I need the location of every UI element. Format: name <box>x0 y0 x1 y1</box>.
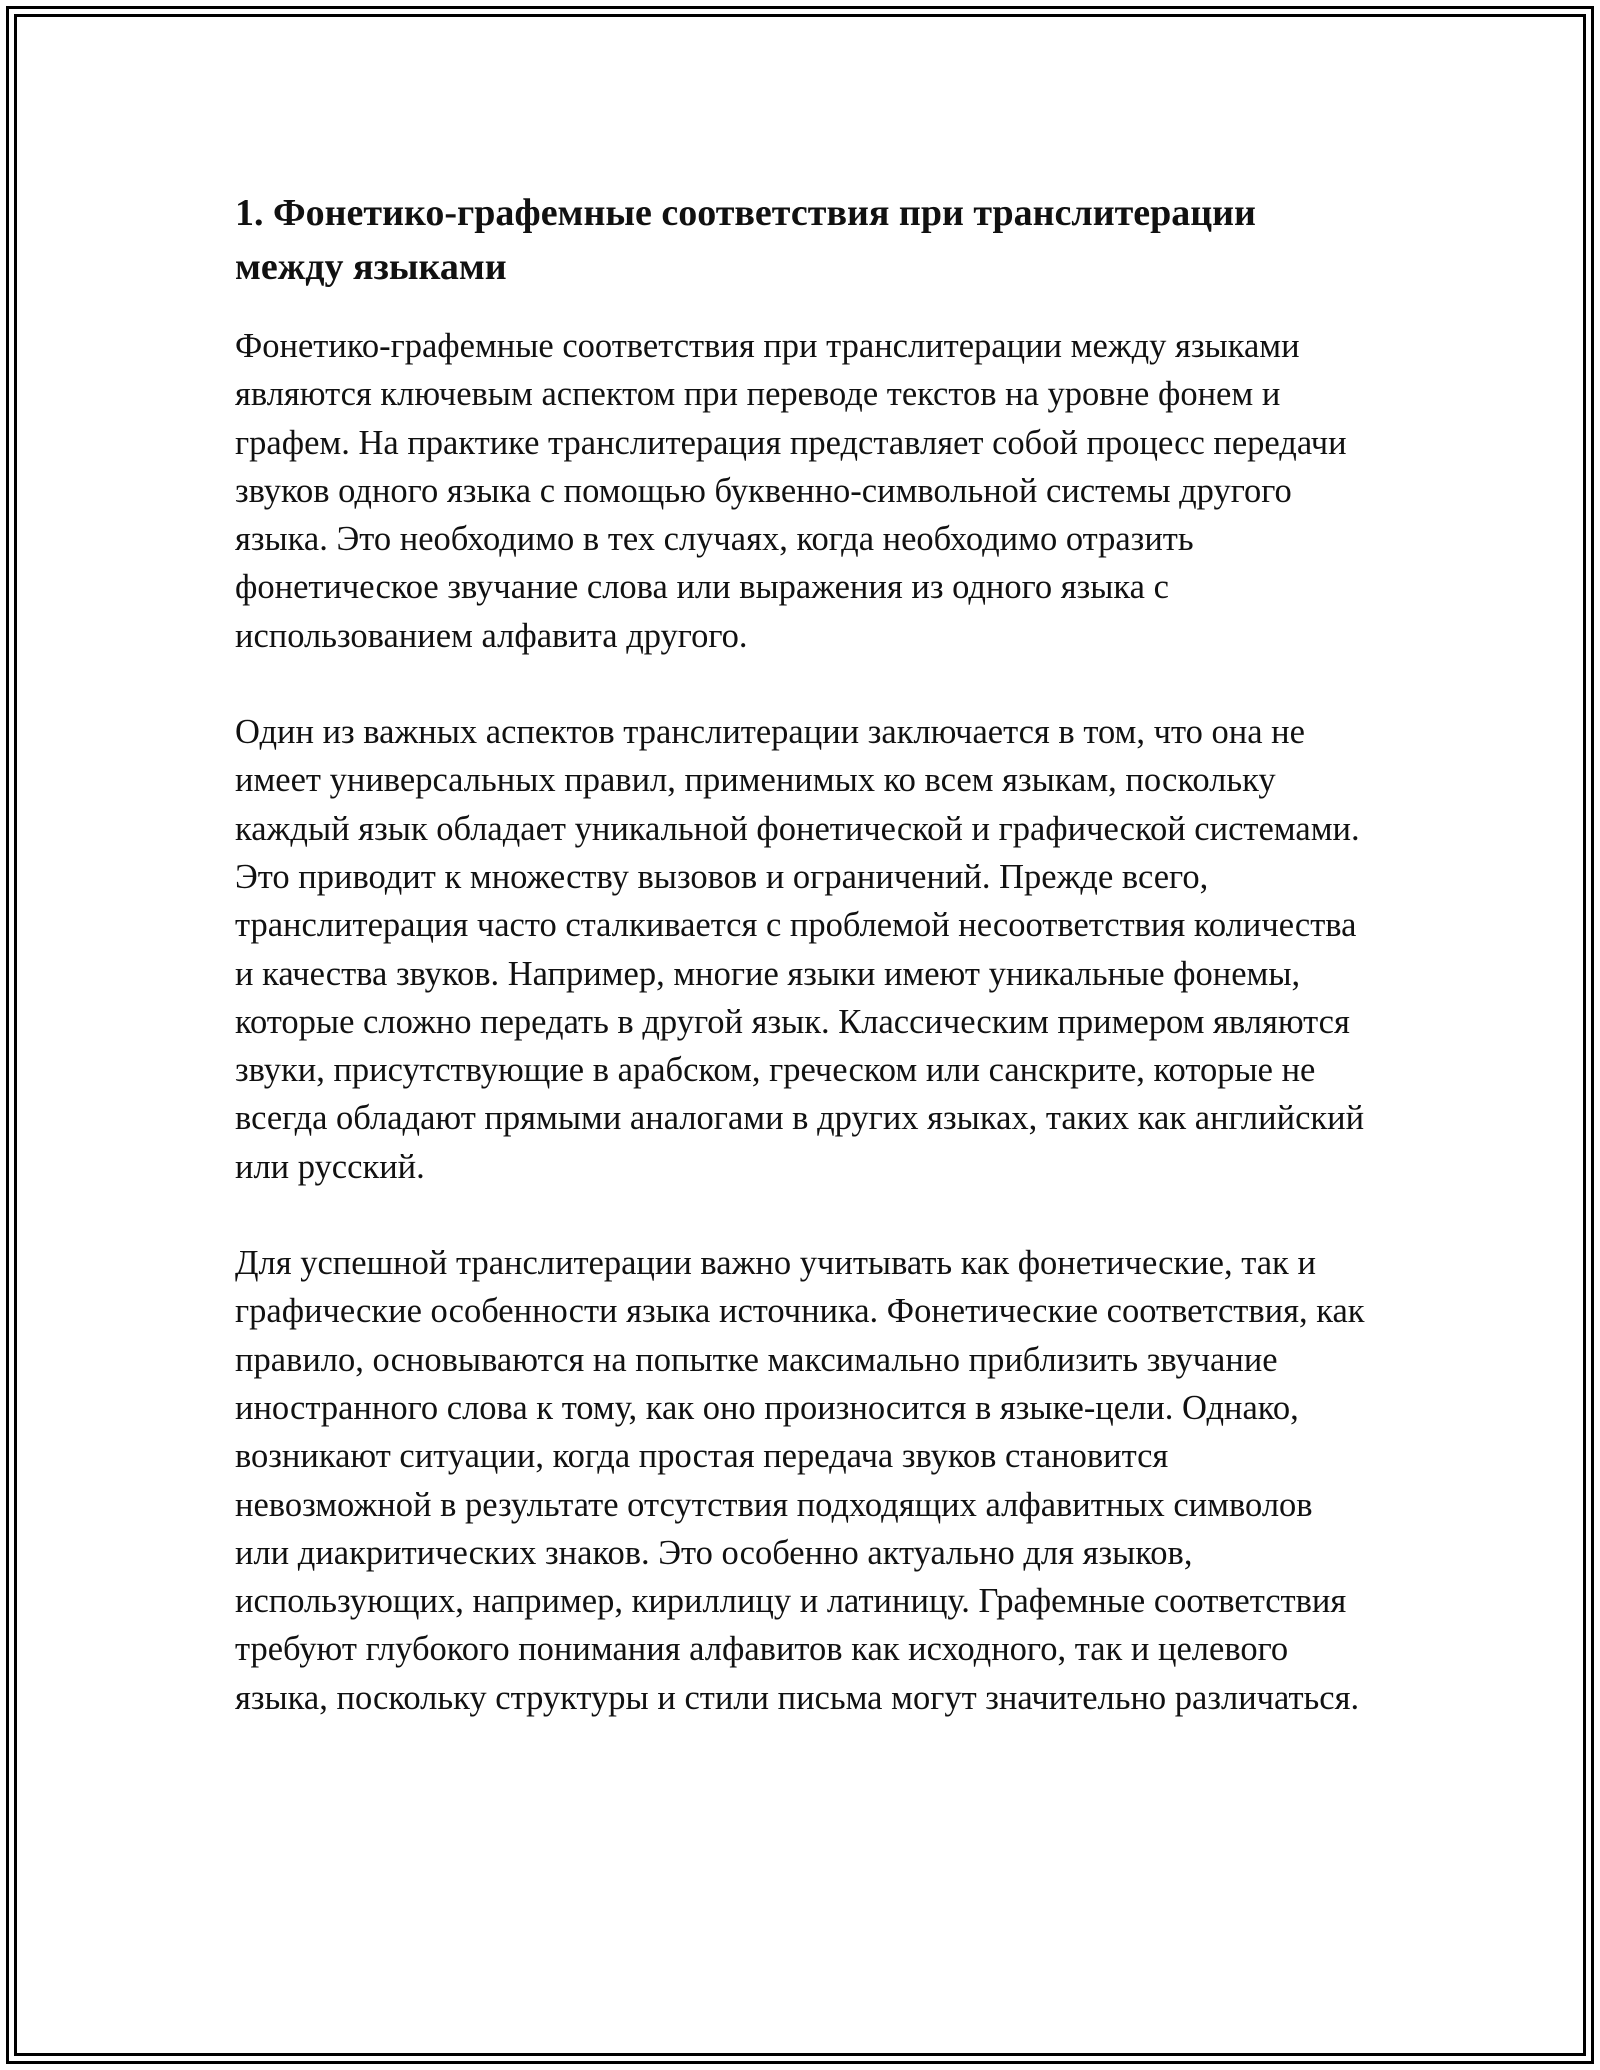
paragraph-1: Фонетико-графемные соответствия при транслитерации между языками являются ключевым аспектом при переводе текстов на уровне фонем и графем. На практике транслитерация представляет собой процесс передачи звуков одного языка с помощью буквенно-символьной системы другого языка. Это необходимо в тех случаях, когда необходимо отразить фонетическое звучание слова или выражения из одного языка с использованием алфавита другого. <box>235 327 1347 655</box>
document-body <box>235 186 1365 1722</box>
paragraph-2: Один из важных аспектов транслитерации заключается в том, что она не имеет универсальных правил, применимых ко всем языкам, поскольку каждый язык обладает уникальной фонетической и графической системами. Это приводит к множеству вызовов и ограничений. Прежде всего, транслитерация часто сталкивается с проблемой несоответствия количества и качества звуков. Например, многие языки имеют уникальные фонемы, которые сложно передать в другой язык. Классическим примером являются звуки, присутствующие в арабском, греческом или санскрите, которые не всегда обладают прямыми аналогами в других языках, таких как английский или русский. <box>235 713 1365 1186</box>
section-title: 1. Фонетико-графемные соответствия при транслитерации между языками <box>235 192 1256 288</box>
paragraph-3: Для успешной транслитерации важно учитывать как фонетические, так и графические особенности языка источника. Фонетические соответствия, как правило, основываются на попытке максимально приблизить звучание иностранного слова к тому, как оно произносится в языке-цели. Однако, возникают ситуации, когда простая передача звуков становится невозможной в результате отсутствия подходящих алфавитных символов или диакритических знаков. Это особенно актуально для языков, использующих, например, кириллицу и латиницу. Графемные соответствия требуют глубокого понимания алфавитов как исходного, так и целевого языка, поскольку структуры и стили письма могут значительно различаться. <box>235 1244 1365 1717</box>
